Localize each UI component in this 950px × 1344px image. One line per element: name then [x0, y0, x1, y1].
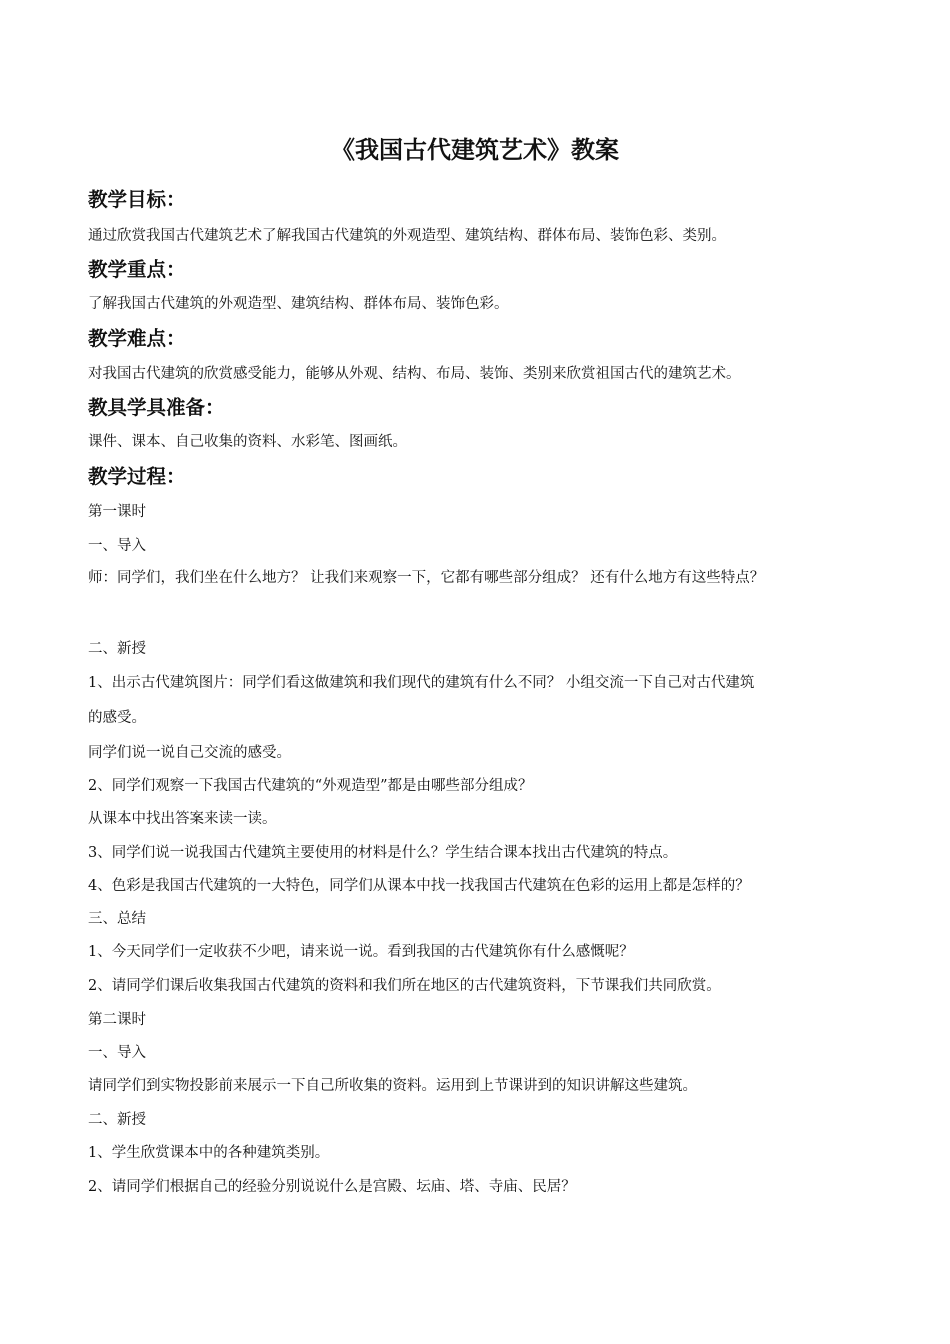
- lesson1-item4: 4、色彩是我国古代建筑的一大特色，同学们从课本中找一找我国古代建筑在色彩的运用上都是怎样的？: [88, 878, 750, 894]
- process-heading: 教学过程：: [88, 465, 186, 488]
- lesson2-item1: 1、学生欣赏课本中的各种建筑类别。: [88, 1145, 330, 1161]
- objectives-text: 通过欣赏我国古代建筑艺术了解我国古代建筑的外观造型、建筑结构、群体布局、装饰色彩、类别。: [88, 228, 726, 244]
- materials-heading: 教具学具准备：: [88, 396, 225, 419]
- key-points-text: 了解我国古代建筑的外观造型、建筑结构、群体布局、装饰色彩。: [88, 296, 509, 312]
- lesson1-item2-b: 从课本中找出答案来读一读。: [88, 811, 277, 827]
- difficulties-heading: 教学难点：: [88, 327, 186, 350]
- lesson2-intro-heading: 一、导入: [88, 1045, 146, 1061]
- lesson2-intro-text: 请同学们到实物投影前来展示一下自己所收集的资料。运用到上节课讲到的知识讲解这些建筑。: [88, 1078, 697, 1094]
- lesson1-summary-heading: 三、总结: [88, 911, 146, 927]
- difficulties-text: 对我国古代建筑的欣赏感受能力，能够从外观、结构、布局、装饰、类别来欣赏祖国古代的建筑艺术。: [88, 366, 741, 382]
- key-points-heading: 教学重点：: [88, 258, 186, 281]
- lesson1-item3: 3、同学们说一说我国古代建筑主要使用的材料是什么？学生结合课本找出古代建筑的特点。: [88, 845, 678, 861]
- lesson1-intro-text: 师：同学们，我们坐在什么地方？ 让我们来观察一下，它都有哪些部分组成？ 还有什么地方有这些特点？: [88, 570, 765, 586]
- document-title: 《我国古代建筑艺术》教案: [331, 136, 619, 164]
- materials-text: 课件、课本、自己收集的资料、水彩笔、图画纸。: [88, 434, 407, 450]
- lesson2-item2: 2、请同学们根据自己的经验分别说说什么是宫殿、坛庙、塔、寺庙、民居？: [88, 1179, 576, 1195]
- lesson1-summary2: 2、请同学们课后收集我国古代建筑的资料和我们所在地区的古代建筑资料，下节课我们共同欣赏。: [88, 978, 721, 994]
- objectives-heading: 教学目标：: [88, 188, 186, 211]
- lesson2-label: 第二课时: [88, 1012, 146, 1028]
- lesson2-new-heading: 二、新授: [88, 1112, 146, 1128]
- lesson1-item2-a: 2、同学们观察一下我国古代建筑的“外观造型”都是由哪些部分组成？: [88, 778, 533, 794]
- lesson1-intro-heading: 一、导入: [88, 538, 146, 554]
- lesson1-item1-c: 同学们说一说自己交流的感受。: [88, 745, 291, 761]
- lesson1-new-heading: 二、新授: [88, 641, 146, 657]
- lesson1-item1-a: 1、出示古代建筑图片：同学们看这做建筑和我们现代的建筑有什么不同？ 小组交流一下自己对古代建筑: [88, 675, 755, 691]
- lesson1-item1-b: 的感受。: [88, 710, 146, 726]
- lesson1-summary1: 1、今天同学们一定收获不少吧，请来说一说。看到我国的古代建筑你有什么感慨呢？: [88, 944, 634, 960]
- lesson1-label: 第一课时: [88, 504, 146, 520]
